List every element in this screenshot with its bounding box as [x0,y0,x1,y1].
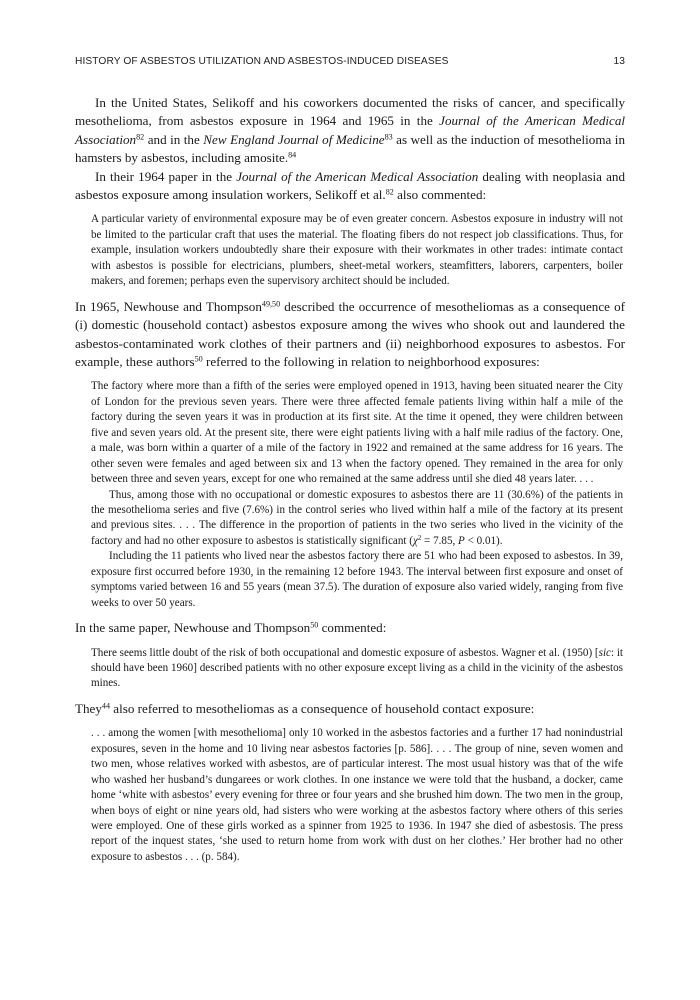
journal-title: Journal of the American Medical Association [75,113,626,147]
p-symbol: P [458,534,465,547]
reference-number: 84 [288,150,297,160]
running-title: HISTORY OF ASBESTOS UTILIZATION AND ASBESTOS-INDUCED DISEASES [75,56,449,67]
reference-number: 44 [101,701,111,711]
paragraph: In the United States, Selikoff and his coworkers documented the risks of cancer, and specifically mesothelioma, from asbestos exposure in 1964 and 1965 in the Journal of the American Medical Association$^{82}$ and in the New England Journal of Medicine$^{83}$ as well as the induction of mesothelioma in hamsters by asbestos, including amosite.$^{84}$ [75,95,626,166]
quote-paragraph: Thus, among those with no occupational or domestic exposures to asbestos there are 11 (30.6%) of the patients in the mesothelioma series and five (7.6%) in the control series who lived within half a mile of the factory at its present and previous sites. . . . The difference in the proportion of patients in the two series who lived in the vicinity of the factory and had no other exposure to asbestos is statistically significant ($\chi^2 = 7.85$, P < 0.01). [91,488,623,547]
quote-paragraph: A particular variety of environmental exposure may be of even greater concern. Asbestos exposure in industry will not be limited to the particular craft that uses the material. The floating fibers do not respect job classifications. Thus, for example, insulation workers undoubtedly share their exposure with their workmates in other trades: intimate contact with asbestos is possible for electricians, plumbers, sheet-metal workers, steamfitters, laborers, carpenters, boiler makers, and foremen; perhaps even the supervisory architect should be included. [91,213,623,288]
journal-title: New England Journal of Medicine [203,131,385,147]
paragraph: In 1965, Newhouse and Thompson$^{49,50}$ described the occurrence of mesotheliomas as a consequence of (i) domestic (household contact) asbestos exposure among the wives who shook out and laundered the asbestos-contaminated work clothes of their partners and (ii) neighborhood exposures to asbestos. For example, these authors$^{50}$ referred to the following in relation to neighborhood exposures: [75,298,625,369]
body-text [75,94,625,873]
reference-number: 50 [310,620,319,630]
journal-title: Journal of the American Medical Association [236,168,479,184]
page-number: 13 [613,56,625,67]
paragraph: In the same paper, Newhouse and Thompson$^{50}$ commented: [75,620,387,636]
quote-paragraph: Including the 11 patients who lived near the asbestos factory there are 51 who had been exposed to asbestos. In 39, exposure first occurred before 1930, in the remaining 12 before 1943. The interval between first exposure and onset of symptoms varied between 16 and 55 years (mean 37.5). The duration of exposure also varied widely, ranging from five weeks to over 50 years. [91,550,623,609]
block-quote [91,379,623,611]
reference-number: 83 [384,132,393,142]
chi-symbol: χ [412,534,418,547]
block-quote [91,646,623,692]
block-quote [91,726,623,865]
superscript: 2 [417,535,422,543]
quote-paragraph: . . . among the women [with mesothelioma] only 10 worked in the asbestos factories and a further 17 had nonindustrial exposures, seven in the home and 10 living near asbestos factories [p. 586]. . . . The group of nine, seven women and two men, whose relatives worked with asbestos, are of particular interest. The most usual history was that of the wife who washed her husband’s dungarees or work clothes. In one instance we were told that the husband, a docker, came home ‘white with asbestos’ every evening for three or four years and she brushed him down. The two men in the group, when boys of eight or nine years old, had sisters who were working at the asbestos factory where others of this series were employed. One of these girls worked as a spinner from 1925 to 1936. In 1947 she died of asbestosis. The press report of the inquest states, ‘she used to return home from work with dust on her clothes.’ Her brother had no other exposure to asbestos . . . (p. 584). [91,727,623,863]
reference-number: 50 [194,354,203,364]
block-quote [91,212,623,289]
paragraph: In their 1964 paper in the Journal of the American Medical Association dealing with neoplasia and asbestos exposure among insulation workers, Selikoff et al.$^{82}$ also commented: [75,168,626,203]
reference-number: 49,50 [261,299,281,309]
quote-paragraph: The factory where more than a fifth of the series were employed opened in 1913, having been situated nearer the City of London for the previous seven years. There were three affected female patients living within half a mile of the factory during the seven years it was in production at its first site. At the time it opened, they were children between five and seven years old. At the present site, there were eight patients living with a half mile radius of the factory. One, a male, was born within a quarter of a mile of the factory in 1922 and remained at the same address for 16 years. The other seven were females and aged between six and 13 when the factory opened. They remained in the area for only between three and seven years, except for one who remained at the same address until she died 48 years later. . . . [91,380,623,486]
reference-number: 82 [385,187,394,197]
paragraph: They$^{44}$ also referred to mesotheliomas as a consequence of household contact exposure: [75,700,535,716]
quote-paragraph: There seems little doubt of the risk of both occupational and domestic exposure of asbestos. Wagner et al. (1950) [sic: it should have been 1960] described patients with no other exposure except living as a child in the vicinity of the asbestos mines. [91,646,623,690]
reference-number: 82 [136,132,145,142]
sic-note: sic [598,646,611,659]
